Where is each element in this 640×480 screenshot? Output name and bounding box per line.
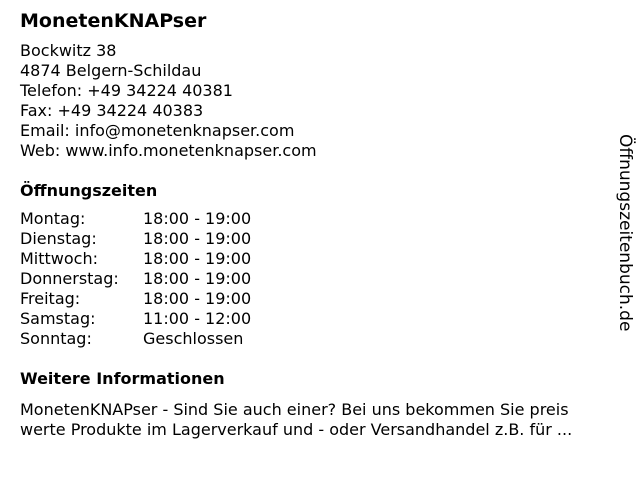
more-info-heading: Weitere Informationen: [20, 369, 225, 388]
site-brand-label: Öffnungszeitenbuch.de: [615, 134, 635, 332]
hours-row-wednesday: [20, 249, 251, 269]
hours-day: Dienstag:: [20, 229, 97, 248]
hours-time: 18:00 - 19:00: [143, 249, 252, 268]
more-info-text: [20, 400, 620, 440]
hours-day: Donnerstag:: [20, 269, 119, 288]
hours-row-thursday: [20, 269, 251, 289]
fax-number: Fax: +49 34224 40383: [20, 101, 204, 120]
business-listing: [20, 9, 620, 440]
hours-day: Montag:: [20, 209, 86, 228]
hours-row-friday: [20, 289, 251, 309]
opening-hours-heading: Öffnungszeiten: [20, 181, 158, 200]
hours-day: Samstag:: [20, 309, 96, 328]
address-city: 4874 Belgern-Schildau: [20, 61, 202, 80]
contact-block: [20, 41, 620, 161]
website-address: Web: www.info.monetenknapser.com: [20, 141, 317, 160]
more-info-line: MonetenKNAPser - Sind Sie auch einer? Bei uns bekommen Sie preis: [20, 400, 569, 419]
hours-day: Sonntag:: [20, 329, 92, 348]
hours-time: 11:00 - 12:00: [143, 309, 252, 328]
hours-day: Mittwoch:: [20, 249, 98, 268]
opening-hours-table: [20, 209, 251, 349]
hours-time: 18:00 - 19:00: [143, 229, 252, 248]
hours-time: 18:00 - 19:00: [143, 209, 252, 228]
hours-time: 18:00 - 19:00: [143, 269, 252, 288]
hours-row-tuesday: [20, 229, 251, 249]
phone-number: Telefon: +49 34224 40381: [20, 81, 233, 100]
hours-row-sunday: [20, 329, 251, 349]
address-street: Bockwitz 38: [20, 41, 117, 60]
hours-time: 18:00 - 19:00: [143, 289, 252, 308]
business-name: MonetenKNAPser: [20, 10, 207, 32]
hours-row-saturday: [20, 309, 251, 329]
hours-row-monday: [20, 209, 251, 229]
email-address: Email: info@monetenknapser.com: [20, 121, 295, 140]
hours-time: Geschlossen: [143, 329, 244, 348]
hours-day: Freitag:: [20, 289, 81, 308]
more-info-line: werte Produkte im Lagerverkauf und - oder Versandhandel z.B. für ...: [20, 420, 573, 439]
